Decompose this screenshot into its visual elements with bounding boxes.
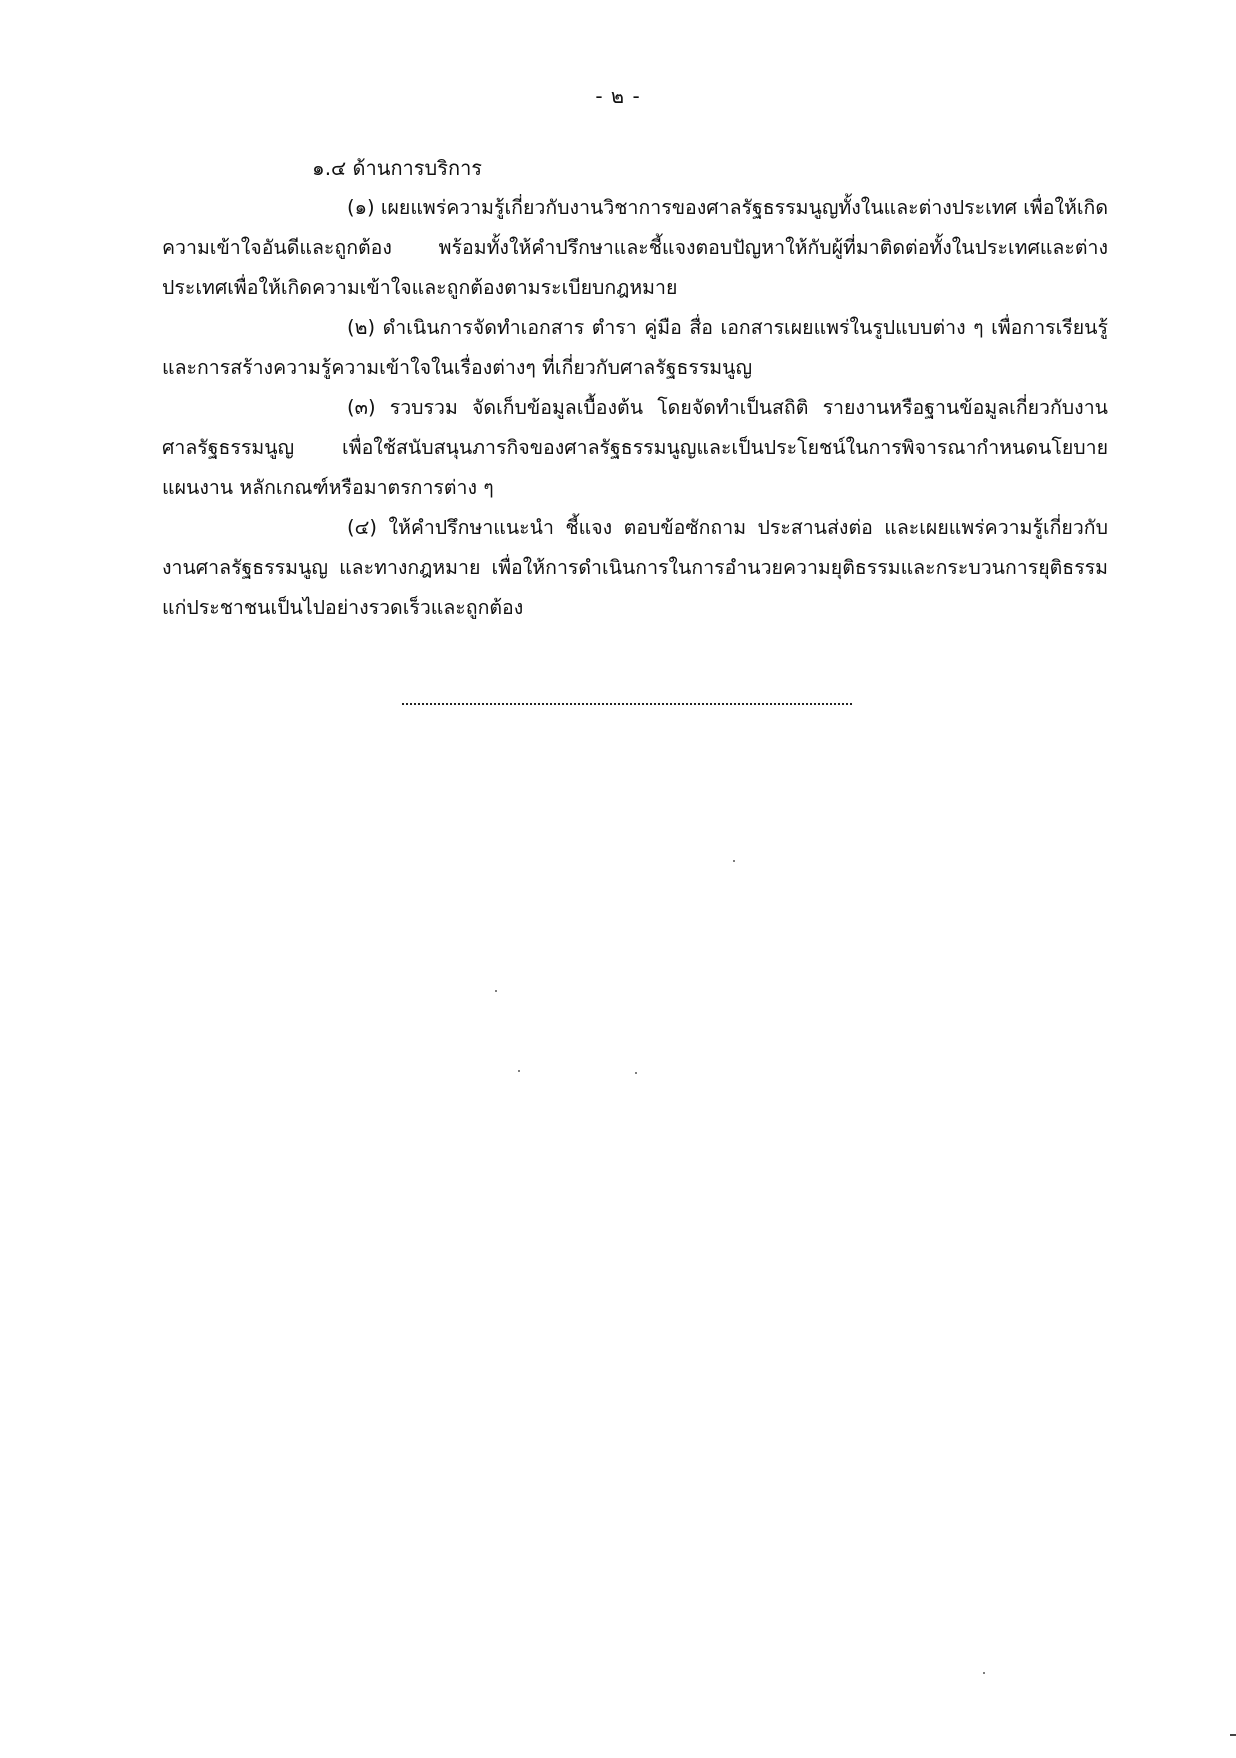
scan-speck: [983, 1672, 985, 1674]
service-item-3: (๓) รวบรวม จัดเก็บข้อมูลเบื้องต้น โดยจัดทำเป็นสถิติ รายงานหรือฐานข้อมูลเกี่ยวกับงานศาลรัฐธรรมนูญ เพื่อใช้สนับสนุนภารกิจของศาลรัฐธรรมนูญและเป็นประโยชน์ในการพิจารณากำหนดนโยบาย แผนงาน หลักเกณฑ์หรือมาตรการต่าง ๆ: [162, 396, 1108, 499]
scan-speck: [518, 1070, 520, 1072]
scan-speck: [495, 990, 497, 992]
scan-speck: [635, 1072, 637, 1074]
service-item-4: (๔) ให้คำปรึกษาแนะนำ ชี้แจง ตอบข้อซักถาม ประสานส่งต่อ และเผยแพร่ความรู้เกี่ยวกับงานศาลรัฐธรรมนูญ และทางกฎหมาย เพื่อให้การดำเนินการในการอำนวยความยุติธรรมและกระบวนการยุติธรรมแก่ประชาชนเป็นไปอย่างรวดเร็วและถูกต้อง: [162, 516, 1108, 619]
service-item-1: (๑) เผยแพร่ความรู้เกี่ยวกับงานวิชาการของศาลรัฐธรรมนูญทั้งในและต่างประเทศ เพื่อให้เกิดความเข้าใจอันดีและถูกต้อง พร้อมทั้งให้คำปรึกษาและชี้แจงตอบปัญหาให้กับผู้ที่มาติดต่อทั้งในประเทศและต่างประเทศเพื่อให้เกิดความเข้าใจและถูกต้องตามระเบียบกฎหมาย: [162, 196, 1108, 299]
section-body: [162, 148, 1108, 628]
scan-edge-mark: [1230, 1734, 1236, 1736]
scan-speck: [733, 860, 735, 862]
end-divider: [402, 703, 852, 705]
service-item-2: (๒) ดำเนินการจัดทำเอกสาร ตำรา คู่มือ สื่อ เอกสารเผยแพร่ในรูปแบบต่าง ๆ เพื่อการเรียนรู้และการสร้างความรู้ความเข้าใจในเรื่องต่างๆ ที่เกี่ยวกับศาลรัฐธรรมนูญ: [162, 316, 1108, 379]
page-number: - ๒ -: [595, 84, 641, 108]
section-heading: ๑.๔ ด้านการบริการ: [312, 156, 483, 180]
